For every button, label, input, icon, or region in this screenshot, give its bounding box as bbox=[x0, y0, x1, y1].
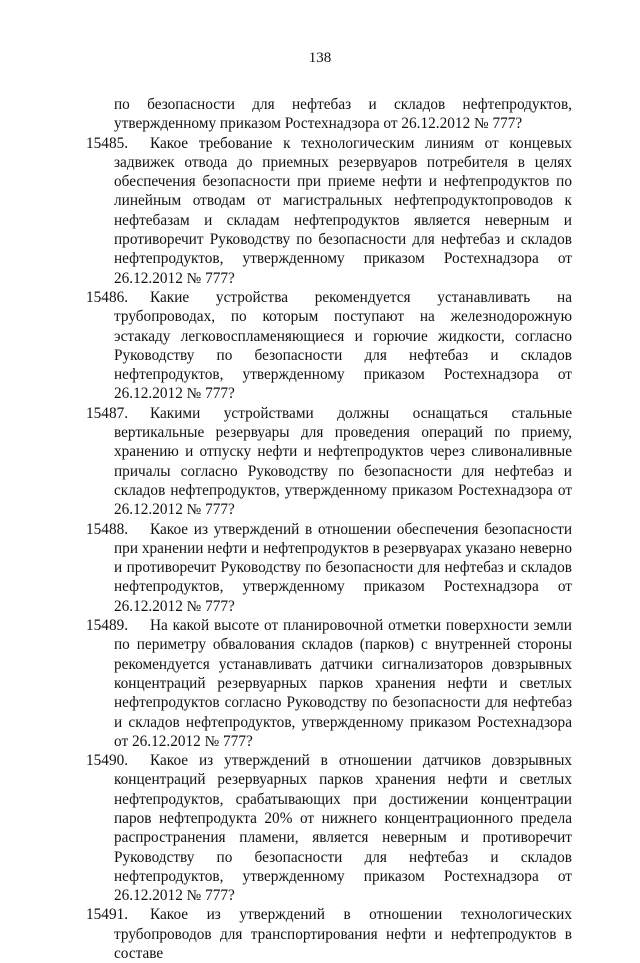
question-number: 15486. bbox=[86, 288, 129, 306]
question-text: Какие устройства рекомендуется устанавливать на трубопроводах, по которым поступают на железнодорожную эстакаду легковоспламеняющиеся и горючие жидкости, согласно Руководству по безопасности для нефтебаз и складов нефтепродуктов, утвержденному приказом Ростехнадзора от 26.12.2012 № 777? bbox=[114, 288, 572, 403]
question-15488 bbox=[86, 520, 573, 616]
question-text: Какое из утверждений в отношении технологических трубопроводов для транспортирования нефти и нефтепродуктов в составе bbox=[114, 906, 572, 963]
question-text: На какой высоте от планировочной отметки поверхности земли по периметру обвалования складов (парков) с внутренней стороны рекомендуется устанавливать датчики сигнализаторов довзрывных концентраций резервуарных парков хранения нефти и светлых нефтепродуктов согласно Руководству по безопасности для нефтебаз и складов нефтепродуктов, утвержденному приказом Ростехнадзора от 26.12.2012 № 777? bbox=[114, 617, 572, 750]
document-body bbox=[86, 95, 573, 963]
question-text: Какое из утверждений в отношении датчиков довзрывных концентраций резервуарных парков хранения нефти и светлых нефтепродуктов, срабатывающих при достижении концентрации паров нефтепродукта 20% от нижнего концентрационного предела распространения пламени, является неверным и противоречит Руководству по безопасности для нефтебаз и складов нефтепродуктов, утвержденному приказом Ростехнадзора от 26.12.2012 № 777? bbox=[114, 752, 572, 905]
question-number: 15489. bbox=[86, 617, 129, 635]
question-15486 bbox=[86, 288, 572, 404]
question-number: 15488. bbox=[86, 520, 129, 538]
question-number: 15485. bbox=[86, 134, 129, 152]
question-number: 15487. bbox=[86, 404, 129, 422]
question-number: 15491. bbox=[86, 906, 129, 924]
question-text: Какими устройствами должны оснащаться стальные вертикальные резервуары для проведения операций по приему, хранению и отпуску нефти и нефтепродуктов через сливоналивные причалы согласно Руководству по безопасности для нефтебаз и складов нефтепродуктов, утвержденному приказом Ростехнадзора от 26.12.2012 № 777? bbox=[114, 404, 572, 519]
page-number: 138 bbox=[308, 50, 332, 66]
question-15485 bbox=[86, 134, 572, 288]
continuation-text: по безопасности для нефтебаз и складов нефтепродуктов, утвержденному приказом Ростехнадзора от 26.12.2012 № 777? bbox=[114, 96, 572, 133]
question-15490 bbox=[86, 751, 572, 905]
question-15489 bbox=[86, 616, 572, 751]
question-text: Какое из утверждений в отношении обеспечения безопасности при хранении нефти и нефтепродуктов в резервуарах указано неверно и противоречит Руководству по безопасности для нефтебаз и складов нефтепродуктов, утвержденному приказом Ростехнадзора от 26.12.2012 № 777? bbox=[114, 520, 573, 615]
question-15491 bbox=[86, 905, 572, 963]
question-15487 bbox=[86, 404, 572, 520]
question-text: Какое требование к технологическим линиям от концевых задвижек отвода до приемных резервуаров потребителя в целях обеспечения безопасности при приеме нефти и нефтепродуктов по линейным отводам от магистральных нефтепродуктопроводов к нефтебазам и складам нефтепродуктов является неверным и противоречит Руководству по безопасности для нефтебаз и складов нефтепродуктов, утвержденному приказом Ростехнадзора от 26.12.2012 № 777? bbox=[114, 134, 572, 287]
question-number: 15490. bbox=[86, 752, 129, 770]
